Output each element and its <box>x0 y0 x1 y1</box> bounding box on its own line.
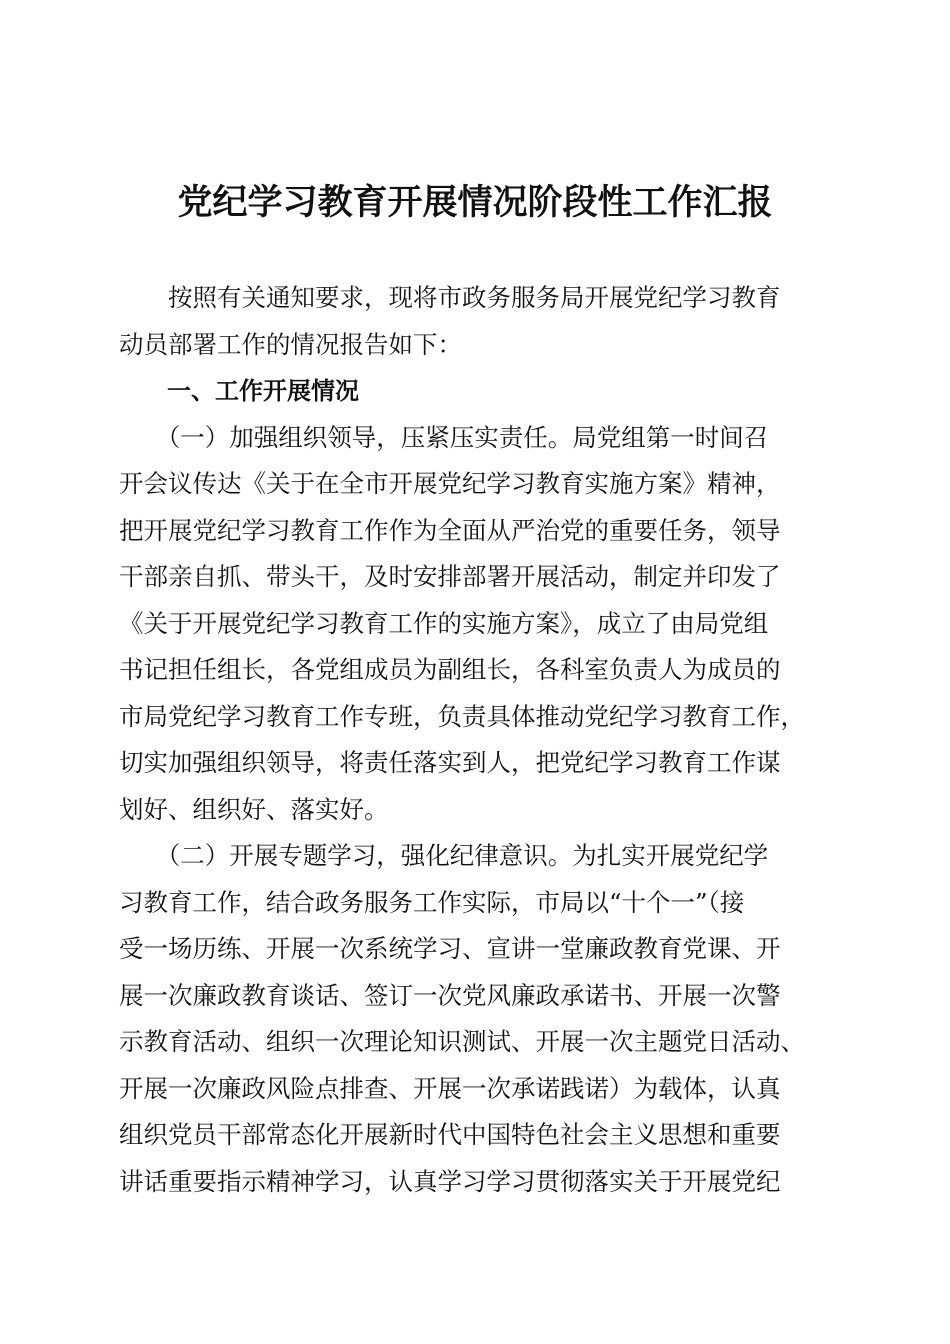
text-line: 书记担任组长，各党组成员为副组长，各科室负责人为成员的 <box>119 655 781 684</box>
text-line: （二）开展专题学习，强化纪律意识。为扎实开展党纪学 <box>119 841 769 870</box>
text-line: 按照有关通知要求，现将市政务服务局开展党纪学习教育 <box>119 283 781 312</box>
text-line: 干部亲自抓、带头干，及时安排部署开展活动，制定并印发了 <box>119 562 781 591</box>
text-line: 《关于开展党纪学习教育工作的实施方案》，成立了由局党组 <box>119 608 769 638</box>
text-line: 市局党纪学习教育工作专班，负责具体推动党纪学习教育工作， <box>119 701 805 731</box>
text-line: 讲话重要指示精神学习，认真学习学习贯彻落实关于开展党纪 <box>119 1166 781 1196</box>
text-line: 展一次廉政教育谈话、签订一次党风廉政承诺书、开展一次警 <box>119 980 781 1010</box>
text-line: 切实加强组织领导，将责任落实到人，把党纪学习教育工作谋 <box>119 748 781 777</box>
text-line: 开展一次廉政风险点排查、开展一次承诺践诺）为载体，认真 <box>119 1073 781 1103</box>
text-line: 把开展党纪学习教育工作作为全面从严治党的重要任务，领导 <box>119 515 781 545</box>
section-heading: 一、工作开展情况 <box>119 377 359 405</box>
text-line: 划好、组织好、落实好。 <box>119 794 389 824</box>
text-line: 受一场历练、开展一次系统学习、宣讲一堂廉政教育党课、开 <box>119 934 781 963</box>
text-line: 示教育活动、组织一次理论知识测试、开展一次主题党日活动、 <box>119 1027 805 1056</box>
text-line: 开会议传达《关于在全市开展党纪学习教育实施方案》精神， <box>119 469 781 498</box>
document-title: 党纪学习教育开展情况阶段性工作汇报 <box>177 182 773 223</box>
text-line: 组织党员干部常态化开展新时代中国特色社会主义思想和重要 <box>119 1120 781 1149</box>
text-line: 习教育工作，结合政务服务工作实际，市局以“十个一”（接 <box>119 887 745 917</box>
text-line: （一）加强组织领导，压紧压实责任。局党组第一时间召 <box>119 422 769 452</box>
document-body <box>119 275 831 1205</box>
text-line: 动员部署工作的情况报告如下： <box>119 329 462 359</box>
